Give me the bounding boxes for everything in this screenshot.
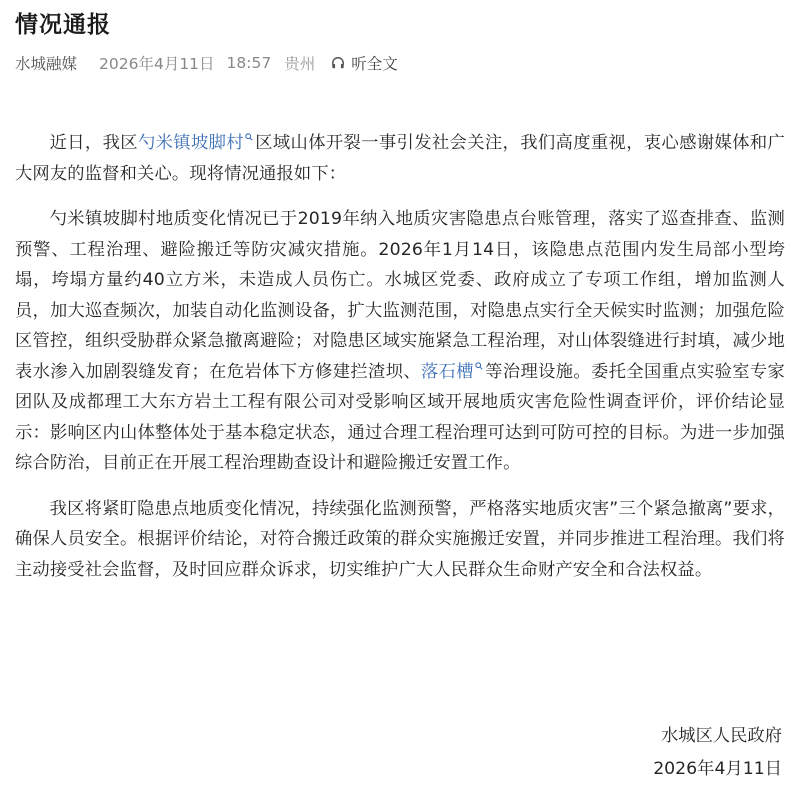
signature-org: 水城区人民政府	[661, 726, 782, 746]
signature-date: 2026年4月11日	[653, 759, 782, 779]
headphones-icon	[331, 56, 345, 70]
paragraph-1	[15, 128, 785, 189]
signature-block	[653, 720, 782, 786]
region-label: 贵州	[284, 55, 316, 73]
article-meta	[15, 52, 398, 74]
paragraph-3: 我区将紧盯隐患点地质变化情况，持续强化监测预警，严格落实地质灾害”三个紧急撤离”要求，确保人员安全。根据评价结论，对符合搬迁政策的群众实施搬迁安置，并同步推进工程治理。我们将主动接受社会监督，及时回应群众诉求，切实维护广大人民群众生命财产安全和合法权益。	[15, 498, 785, 580]
publish-date: 2026年4月11日	[99, 55, 215, 73]
paragraph-2	[15, 204, 785, 479]
keyword-link-rockfall-channel[interactable]: 落石槽	[420, 361, 474, 382]
search-icon	[475, 362, 483, 370]
source-name[interactable]: 水城融媒	[15, 55, 78, 73]
paragraph-2-lead: 勺米镇坡脚村地质变化情况已于2019年纳入地质灾害隐患点台账管理，落实了巡查排查、监测预警、工程治理、避险搬迁等防灾减灾措施。2026年1月14日，该隐患点范围内发生局部小型垮塌，垮塌方量约40立方米，未造成人员伤亡。水城区党委、政府成立了专项工作组，增加监测人员，加大巡查频次，加装自动化监测设备，扩大监测范围，对隐患点实行全天候实时监测；加强危险区管控，组织受胁群众紧急撤离避险；对隐患区域实施紧急工程治理，对山体裂缝进行封填，减少地表水渗入加剧裂缝发育；在危岩体下方修建拦渣坝、	[15, 209, 785, 382]
article-body	[15, 128, 785, 585]
paragraph-1-tail: 区域山体开裂一事引发社会关注，我们高度重视，衷心感谢媒体和广大网友的监督和关心。现将情况通报如下：	[15, 133, 785, 184]
search-icon	[245, 133, 253, 141]
page-title: 情况通报	[15, 12, 111, 38]
paragraph-1-lead: 近日，我区	[49, 133, 138, 153]
keyword-link-village[interactable]: 勺米镇坡脚村	[137, 133, 244, 153]
publish-time: 18:57	[226, 54, 272, 72]
listen-label: 听全文	[351, 55, 398, 73]
listen-button[interactable]	[331, 52, 398, 74]
paragraph-2-tail: 等治理设施。委托全国重点实验室专家团队及成都理工大东方岩土工程有限公司对受影响区域开展地质灾害危险性调查评价，评价结论显示：影响区内山体整体处于基本稳定状态，通过合理工程治理可达到可防可控的目标。为进一步加强综合防治，目前正在开展工程治理勘查设计和避险搬迁安置工作。	[15, 361, 785, 473]
